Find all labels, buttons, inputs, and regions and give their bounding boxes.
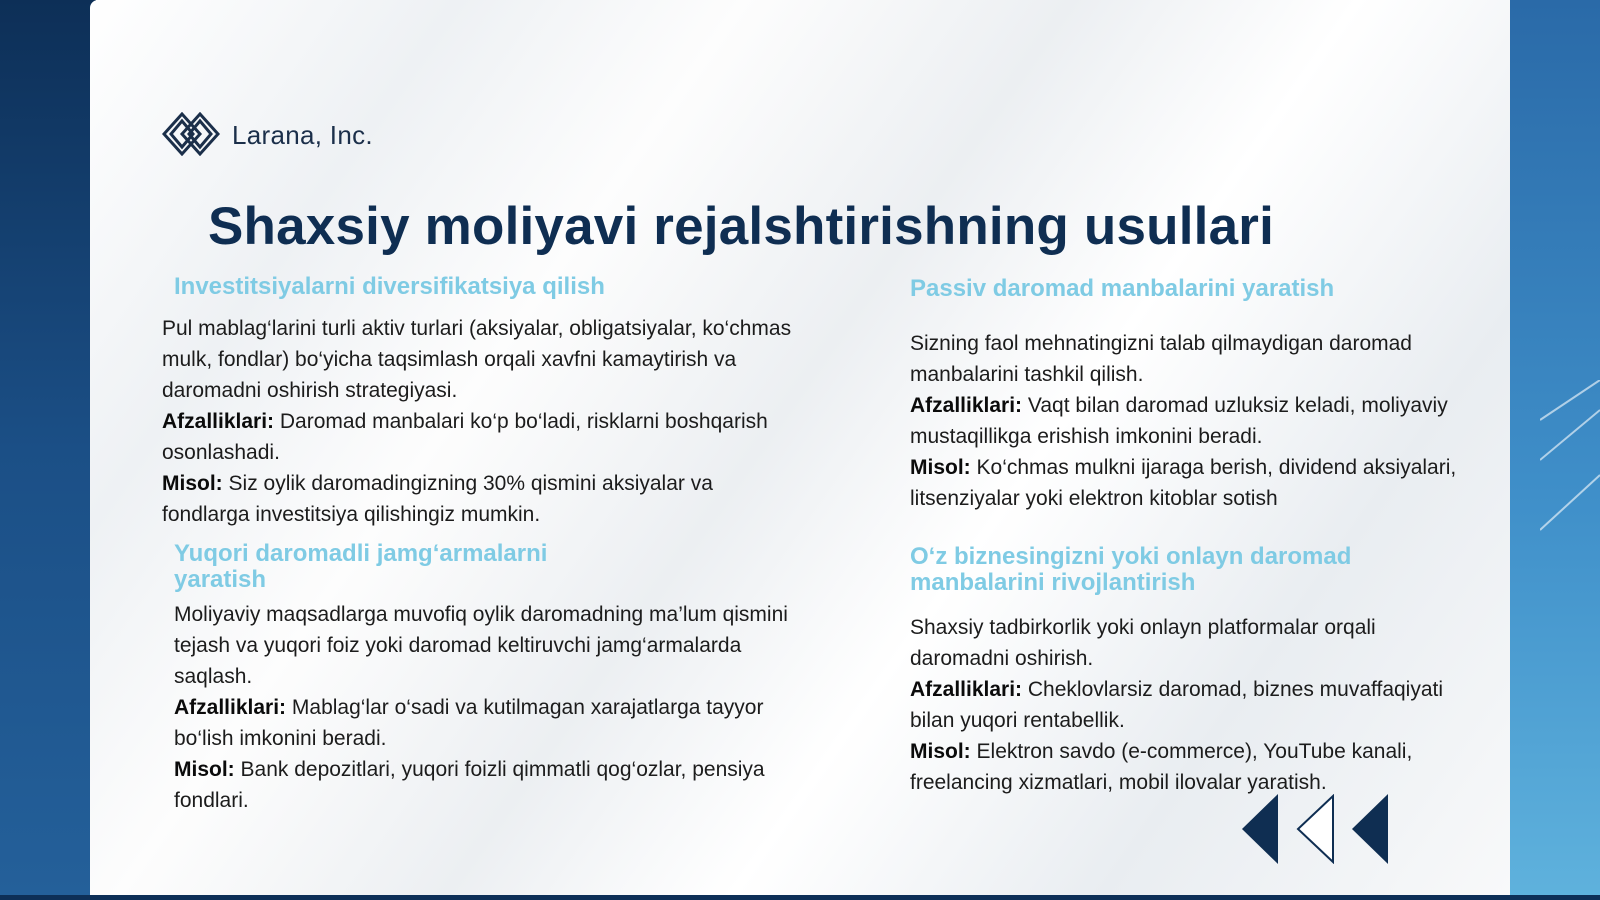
section-description: Pul mablag‘larini turli aktiv turlari (aksiyalar, obligatsiyalar, ko‘chmas mulk, fondlar) bo‘yicha taqsimlash orqali xavfni kamaytirish va daromadni oshirish strategiyasi. xyxy=(162,317,792,402)
section-body xyxy=(910,328,1470,514)
section-description: Sizning faol mehnatingizni talab qilmaydigan daromad manbalarini tashkil qilish. xyxy=(910,332,1412,386)
section-body xyxy=(162,313,802,530)
advantages-text: Mablag‘lar o‘sadi va kutilmagan xarajatlarga tayyor bo‘lish imkonini beradi. xyxy=(174,696,764,750)
section-heading: Yuqori daromadli jamg‘armalarni yaratish xyxy=(174,540,548,593)
decorative-lines-icon xyxy=(1540,380,1600,540)
slide-title: Shaxsiy moliyavi rejalshtirishning usullari xyxy=(208,197,1275,256)
section-body xyxy=(174,599,794,816)
example-label: Misol: xyxy=(910,456,971,479)
advantages-text: Vaqt bilan daromad uzluksiz keladi, moliyaviy mustaqillikga erishish imkonini beradi. xyxy=(910,394,1448,448)
section-body xyxy=(910,612,1470,798)
section-passive-income xyxy=(910,276,1470,514)
section-description: Moliyaviy maqsadlarga muvofiq oylik daromadning ma’lum qismini tejash va yuqori foiz yoki daromad keltiruvchi jamg‘armalarda saqlash. xyxy=(174,603,788,688)
example-label: Misol: xyxy=(174,758,235,781)
section-savings xyxy=(174,541,794,816)
example-text: Ko‘chmas mulkni ijaraga berish, dividend aksiyalari, litsenziyalar yoki elektron kitoblar sotish xyxy=(910,456,1457,510)
section-description: Shaxsiy tadbirkorlik yoki onlayn platformalar orqali daromadni oshirish. xyxy=(910,616,1376,670)
triple-left-arrows-icon xyxy=(1240,794,1400,864)
example-text: Siz oylik daromadingizning 30% qismini aksiyalar va fondlarga investitsiya qilishingiz mumkin. xyxy=(162,472,713,526)
section-diversification xyxy=(162,274,802,530)
advantages-text: Daromad manbalari ko‘p bo‘ladi, risklarni boshqarish osonlashadi. xyxy=(162,410,768,464)
bottom-frame-line xyxy=(0,895,1600,900)
advantages-label: Afzalliklari: xyxy=(910,394,1023,417)
section-heading: O‘z biznesingizni yoki onlayn daromad manbalarini rivojlantirish xyxy=(910,543,1352,596)
section-heading: Investitsiyalarni diversifikatsiya qilish xyxy=(174,273,605,300)
example-text: Elektron savdo (e-commerce), YouTube kanali, freelancing xizmatlari, mobil ilovalar yaratish. xyxy=(910,740,1413,794)
advantages-text: Cheklovlarsiz daromad, biznes muvaffaqiyati bilan yuqori rentabellik. xyxy=(910,678,1444,732)
left-frame-band xyxy=(0,0,96,900)
example-label: Misol: xyxy=(162,472,223,495)
interlocking-diamonds-icon xyxy=(162,112,220,156)
advantages-label: Afzalliklari: xyxy=(162,410,275,433)
section-heading: Passiv daromad manbalarini yaratish xyxy=(910,275,1335,302)
section-own-business xyxy=(910,544,1470,798)
example-text: Bank depozitlari, yuqori foizli qimmatli qog‘ozlar, pensiya fondlari. xyxy=(174,758,765,812)
example-label: Misol: xyxy=(910,740,971,763)
advantages-label: Afzalliklari: xyxy=(174,696,287,719)
advantages-label: Afzalliklari: xyxy=(910,678,1023,701)
company-name: Larana, Inc. xyxy=(232,120,373,150)
